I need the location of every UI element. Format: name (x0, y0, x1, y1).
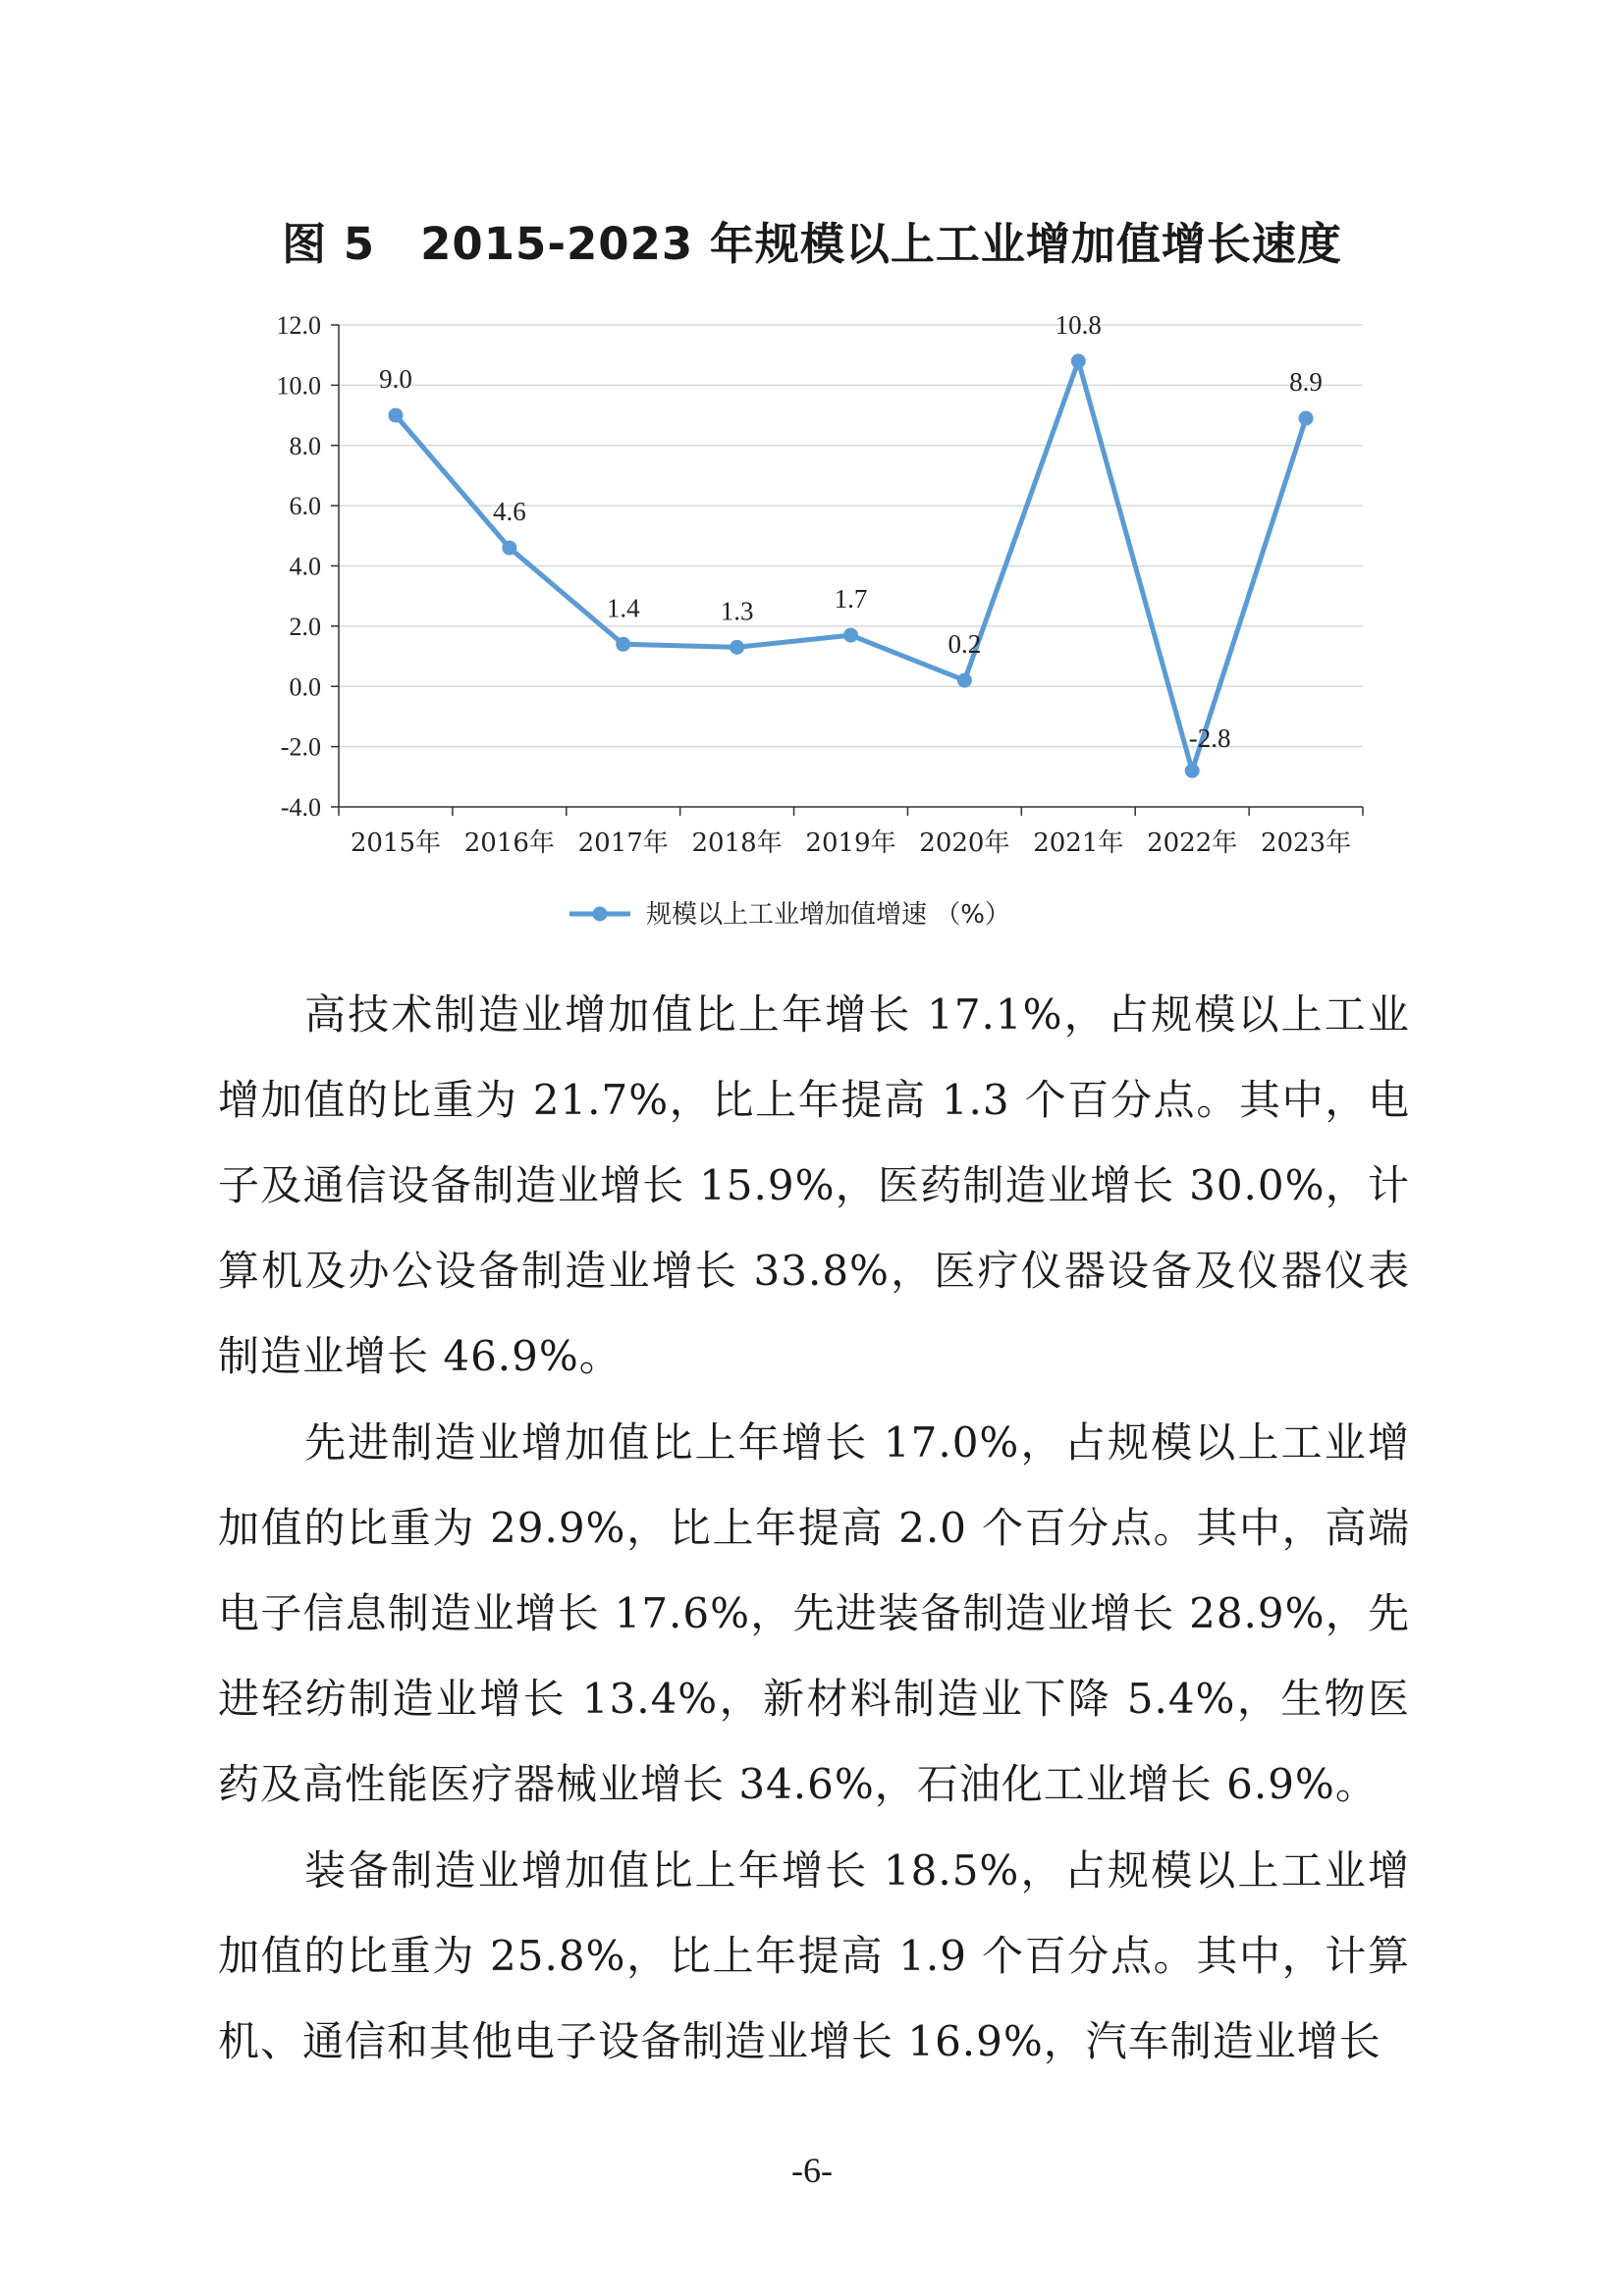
y-tick-label: 4.0 (289, 552, 321, 581)
figure-title: 图 5 2015-2023 年规模以上工业增加值增长速度 (282, 218, 1342, 270)
y-tick-label: 10.0 (276, 371, 321, 400)
data-point (1071, 353, 1086, 368)
y-tick-label: 12.0 (276, 311, 321, 340)
y-tick-label: 2.0 (289, 612, 321, 641)
data-point (1185, 764, 1200, 778)
chart-gridlines (339, 325, 1363, 747)
paragraph-high-tech: 高技术制造业增加值比上年增长 17.1%，占规模以上工业增加值的比重为 21.7%，比上年提高 1.3 个百分点。其中，电子及通信设备制造业增长 15.9%，医药制造业增长 30.0%，计算机及办公设备制造业增长 33.8%，医疗仪器设备及仪器仪表制造业增长 46.9%。 (218, 990, 1410, 1380)
y-tick-label: -2.0 (280, 732, 321, 762)
chart-legend (569, 900, 1010, 930)
data-label: 9.0 (379, 364, 412, 395)
y-tick-label: -4.0 (280, 793, 321, 822)
data-label: -2.8 (1188, 723, 1231, 754)
y-tick-label: 8.0 (289, 431, 321, 460)
series-layer (379, 310, 1323, 778)
x-tick-label: 2017年 (577, 828, 669, 858)
y-axis-ticks (277, 311, 322, 822)
y-tick-label: 6.0 (289, 492, 321, 521)
line-chart (0, 294, 1624, 942)
x-tick-label: 2020年 (919, 828, 1010, 858)
data-point (616, 637, 630, 652)
data-label: 1.7 (834, 584, 868, 614)
data-label: 1.4 (606, 593, 640, 623)
data-label: 1.3 (720, 596, 754, 626)
x-tick-label: 2023年 (1260, 828, 1352, 858)
x-tick-label: 2021年 (1033, 828, 1124, 858)
data-label: 0.2 (947, 629, 982, 660)
data-label: 8.9 (1289, 367, 1323, 398)
x-tick-label: 2022年 (1147, 828, 1238, 858)
data-label: 4.6 (492, 497, 526, 527)
x-tick-label: 2016年 (463, 828, 555, 858)
paragraph-advanced-manufacturing: 先进制造业增加值比上年增长 17.0%，占规模以上工业增加值的比重为 29.9%，比上年提高 2.0 个百分点。其中，高端电子信息制造业增长 17.6%，先进装备制造业增长 28.9%，先进轻纺制造业增长 13.4%，新材料制造业下降 5.4%，生物医药及高性能医疗器械业增长 34.6%，石油化工业增长 6.9%。 (218, 1418, 1410, 1808)
legend-label: 规模以上工业增加值增速 （%） (646, 900, 1010, 930)
x-tick-label: 2019年 (805, 828, 896, 858)
x-tick-label: 2015年 (350, 828, 442, 858)
data-point (1299, 411, 1314, 426)
data-point (502, 541, 516, 556)
x-tick-label: 2018年 (691, 828, 783, 858)
page-number: -6- (791, 2151, 833, 2190)
data-point (957, 673, 972, 688)
data-point (730, 640, 744, 655)
x-axis-ticks (351, 828, 1351, 858)
y-tick-label: 0.0 (289, 672, 321, 702)
paragraph-equipment-manufacturing: 装备制造业增加值比上年增长 18.5%，占规模以上工业增加值的比重为 25.8%，比上年提高 1.9 个百分点。其中，计算机、通信和其他电子设备制造业增长 16.9%，汽车制造业增长 (218, 1846, 1410, 2065)
data-point (843, 628, 858, 643)
data-point (388, 408, 403, 423)
data-label: 10.8 (1055, 309, 1102, 340)
legend-marker (593, 907, 608, 922)
